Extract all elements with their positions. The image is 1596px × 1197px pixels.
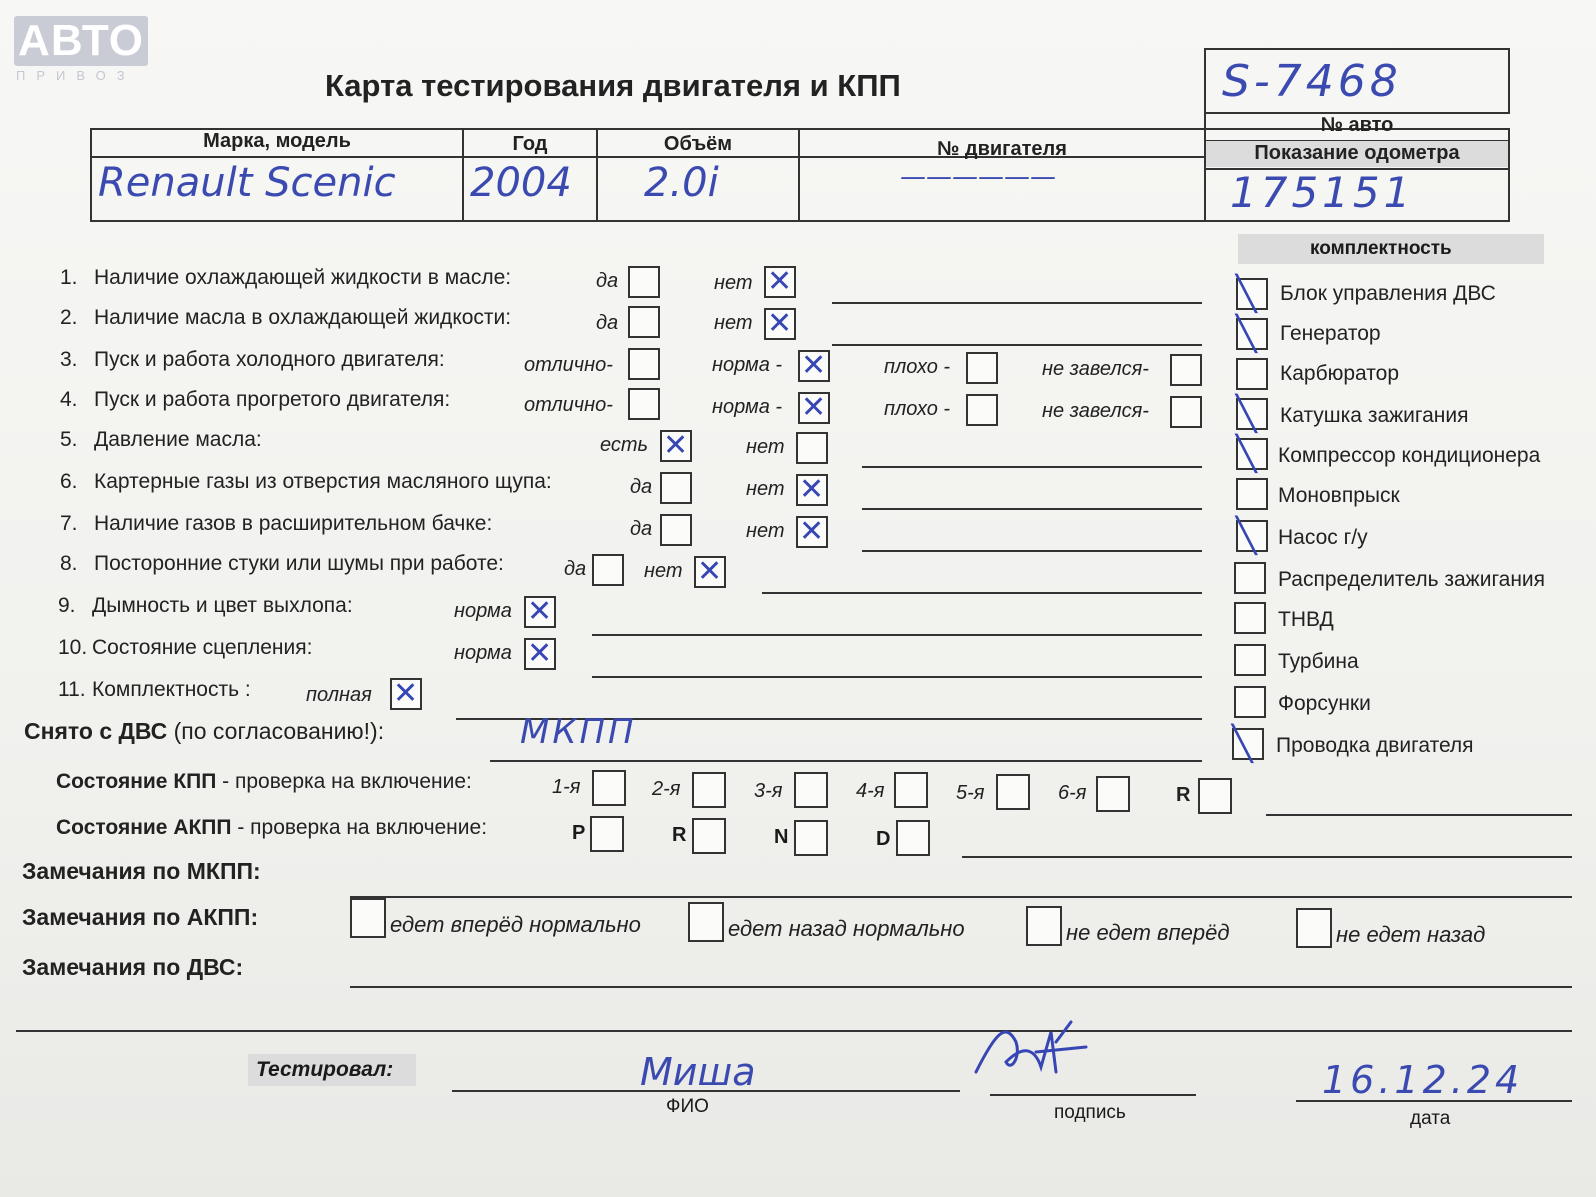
q2-text: Наличие масла в охлаждающей жидкости:: [94, 306, 512, 329]
akpp-n-label: N: [774, 826, 789, 848]
year-value: 2004: [470, 160, 572, 206]
kpp-label-bold: Состояние КПП: [56, 770, 217, 793]
q10-number: 10.: [58, 636, 88, 659]
remarks-dvs-label: Замечания по ДВС:: [22, 954, 244, 980]
akpp-no-forward-checkbox[interactable]: [1026, 906, 1062, 946]
q10-text: Состояние сцепления:: [92, 636, 313, 659]
q1-number: 1.: [60, 266, 78, 289]
compl-carburetor-label: Карбюратор: [1280, 362, 1400, 385]
q3-opt-nostart-label: не завелся-: [1042, 358, 1149, 380]
compl-monoinjection-label: Моновпрыск: [1278, 484, 1400, 507]
compl-ignition-coil-checkbox[interactable]: [1236, 398, 1268, 430]
q4-opt-normal-label: норма -: [712, 396, 783, 418]
signature-mark: [966, 1012, 1096, 1097]
q4-opt-excellent-label: отлично-: [524, 394, 613, 416]
akpp-n-checkbox[interactable]: [794, 820, 828, 856]
kpp-gear1-label: 1-я: [552, 776, 581, 798]
q8-text: Посторонние стуки или шумы при работе:: [94, 552, 504, 575]
q4-number: 4.: [60, 388, 78, 411]
q6-text: Картерные газы из отверстия масляного щупа:: [94, 470, 552, 493]
q7-opt-no-label: нет: [746, 520, 785, 542]
signature-label: подпись: [1054, 1102, 1126, 1123]
q2-opt-yes-label: да: [596, 312, 619, 334]
tested-by-label: Тестировал:: [256, 1058, 394, 1081]
compl-wiring-label: Проводка двигателя: [1276, 734, 1474, 757]
compl-ps-pump-label: Насос г/у: [1278, 526, 1368, 549]
kpp-gear3-label: 3-я: [754, 780, 783, 802]
kpp-gear2-checkbox[interactable]: [692, 772, 726, 808]
completeness-title: комплектность: [1310, 238, 1452, 259]
q3-excellent-checkbox[interactable]: [628, 348, 660, 380]
kpp-gear1-checkbox[interactable]: [592, 770, 626, 806]
kpp-reverse-label: R: [1176, 784, 1191, 806]
akpp-no-reverse-checkbox[interactable]: [1296, 908, 1332, 948]
kpp-reverse-checkbox[interactable]: [1198, 778, 1232, 814]
q3-text: Пуск и работа холодного двигателя:: [94, 348, 445, 371]
fio-label: ФИО: [666, 1096, 709, 1117]
akpp-r-label: R: [672, 824, 687, 846]
q1-text: Наличие охлаждающей жидкости в масле:: [94, 266, 512, 289]
q5-opt-absent-label: нет: [746, 436, 785, 458]
year-header: Год: [512, 133, 548, 155]
q7-text: Наличие газов в расширительном бачке:: [94, 512, 493, 535]
kpp-gear4-label: 4-я: [856, 780, 885, 802]
q8-yes-checkbox[interactable]: [592, 554, 624, 586]
akpp-forward-ok-label: едет вперёд нормально: [390, 912, 641, 937]
compl-turbo-checkbox[interactable]: [1234, 644, 1266, 676]
akpp-forward-ok-checkbox[interactable]: [350, 898, 386, 938]
q9-opt-normal-label: норма: [454, 600, 512, 622]
fio-value: Миша: [640, 1050, 756, 1094]
kpp-gear4-checkbox[interactable]: [894, 772, 928, 808]
akpp-reverse-ok-label: едет назад нормально: [728, 916, 965, 941]
kpp-gear5-label: 5-я: [956, 782, 985, 804]
odometer-header: Показание одометра: [1254, 142, 1460, 164]
compl-injectors-label: Форсунки: [1278, 692, 1371, 715]
compl-injectors-checkbox[interactable]: [1234, 686, 1266, 718]
akpp-r-checkbox[interactable]: [692, 818, 726, 854]
compl-generator-checkbox[interactable]: [1236, 318, 1268, 350]
akpp-reverse-ok-checkbox[interactable]: [688, 902, 724, 942]
akpp-p-label: P: [572, 822, 586, 844]
id-value: S-7468: [1222, 56, 1402, 107]
q6-no-checkbox[interactable]: [796, 474, 828, 506]
compl-monoinjection-checkbox[interactable]: [1236, 478, 1268, 510]
compl-ignition-coil-label: Катушка зажигания: [1280, 404, 1469, 427]
q11-full-checkbox[interactable]: [390, 678, 422, 710]
akpp-d-checkbox[interactable]: [896, 820, 930, 856]
q3-nostart-checkbox[interactable]: [1170, 354, 1202, 386]
compl-ac-compressor-label: Компрессор кондиционера: [1278, 444, 1541, 467]
compl-injection-pump-label: ТНВД: [1278, 608, 1334, 631]
kpp-gear3-checkbox[interactable]: [794, 772, 828, 808]
akpp-no-forward-label: не едет вперёд: [1066, 920, 1230, 945]
akpp-label-bold: Состояние АКПП: [56, 816, 232, 839]
odometer-value: 175151: [1230, 168, 1415, 217]
q2-number: 2.: [60, 306, 78, 329]
compl-turbo-label: Турбина: [1278, 650, 1359, 673]
car-no-header: № авто: [1320, 114, 1394, 136]
q9-normal-checkbox[interactable]: [524, 596, 556, 628]
q8-opt-yes-label: да: [564, 558, 587, 580]
page-title: Карта тестирования двигателя и КПП: [325, 68, 901, 103]
q5-absent-checkbox[interactable]: [796, 432, 828, 464]
q10-opt-normal-label: норма: [454, 642, 512, 664]
q4-opt-bad-label: плохо -: [884, 398, 951, 420]
compl-generator-label: Генератор: [1280, 322, 1381, 345]
engine-no-value: ——————: [900, 162, 1056, 192]
q4-text: Пуск и работа прогретого двигателя:: [94, 388, 451, 411]
date-label: дата: [1410, 1108, 1451, 1129]
q5-opt-present-label: есть: [600, 434, 649, 456]
removed-label-bold: Снято с ДВС: [24, 718, 168, 744]
q5-present-checkbox[interactable]: [660, 430, 692, 462]
make-model-value: Renault Scenic: [98, 160, 396, 206]
q4-opt-nostart-label: не завелся-: [1042, 400, 1149, 422]
q8-no-checkbox[interactable]: [694, 556, 726, 588]
q4-nostart-checkbox[interactable]: [1170, 396, 1202, 428]
kpp-gear6-checkbox[interactable]: [1096, 776, 1130, 812]
akpp-p-checkbox[interactable]: [590, 816, 624, 852]
q7-opt-yes-label: да: [630, 518, 653, 540]
q7-no-checkbox[interactable]: [796, 516, 828, 548]
akpp-d-label: D: [876, 828, 891, 850]
kpp-label-rest: - проверка на включение:: [216, 770, 472, 793]
q9-number: 9.: [58, 594, 76, 617]
q3-opt-normal-label: норма -: [712, 354, 783, 376]
remarks-akpp-label: Замечания по АКПП:: [22, 904, 259, 930]
compl-wiring-checkbox[interactable]: [1232, 728, 1264, 760]
logo: АВТО: [14, 16, 148, 66]
logo-subtitle: ПРИВОЗ: [16, 68, 136, 83]
compl-ecu-checkbox[interactable]: [1236, 278, 1268, 310]
compl-ecu-label: Блок управления ДВС: [1280, 282, 1496, 305]
q7-yes-checkbox[interactable]: [660, 514, 692, 546]
q8-number: 8.: [60, 552, 78, 575]
q8-opt-no-label: нет: [644, 560, 683, 582]
q2-opt-no-label: нет: [714, 312, 753, 334]
q3-bad-checkbox[interactable]: [966, 352, 998, 384]
q3-opt-bad-label: плохо -: [884, 356, 951, 378]
q10-normal-checkbox[interactable]: [524, 638, 556, 670]
q11-number: 11.: [58, 678, 86, 701]
compl-ac-compressor-checkbox[interactable]: [1236, 438, 1268, 470]
q5-text: Давление масла:: [94, 428, 262, 451]
q3-normal-checkbox[interactable]: [798, 350, 830, 382]
kpp-gear5-checkbox[interactable]: [996, 774, 1030, 810]
date-value: 16.12.24: [1322, 1058, 1524, 1102]
kpp-gear6-label: 6-я: [1058, 782, 1087, 804]
q7-number: 7.: [60, 512, 78, 535]
volume-value: 2.0i: [644, 160, 719, 206]
compl-injection-pump-checkbox[interactable]: [1234, 602, 1266, 634]
q6-number: 6.: [60, 470, 78, 493]
compl-distributor-checkbox[interactable]: [1234, 562, 1266, 594]
q2-yes-checkbox[interactable]: [628, 306, 660, 338]
q3-opt-excellent-label: отлично-: [524, 354, 613, 376]
compl-carburetor-checkbox[interactable]: [1236, 358, 1268, 390]
removed-label: [24, 718, 384, 745]
q11-opt-full-label: полная: [306, 684, 372, 706]
q11-text: Комплектность :: [92, 678, 251, 701]
q2-no-checkbox[interactable]: [764, 308, 796, 340]
q5-number: 5.: [60, 428, 78, 451]
q6-opt-no-label: нет: [746, 478, 785, 500]
compl-distributor-label: Распределитель зажигания: [1278, 568, 1546, 591]
volume-header: Объём: [663, 133, 733, 155]
kpp-label: [56, 770, 472, 794]
akpp-label: [56, 816, 487, 840]
q6-yes-checkbox[interactable]: [660, 472, 692, 504]
akpp-label-rest: - проверка на включение:: [231, 816, 488, 839]
q3-number: 3.: [60, 348, 78, 371]
q1-no-checkbox[interactable]: [764, 266, 796, 298]
q9-text: Дымность и цвет выхлопа:: [92, 594, 353, 617]
make-model-header: Марка, модель: [203, 130, 351, 152]
removed-value: МКПП: [520, 712, 637, 752]
kpp-gear2-label: 2-я: [652, 778, 681, 800]
compl-ps-pump-checkbox[interactable]: [1236, 520, 1268, 552]
akpp-no-reverse-label: не едет назад: [1336, 922, 1486, 947]
q4-bad-checkbox[interactable]: [966, 394, 998, 426]
q6-opt-yes-label: да: [630, 476, 653, 498]
q1-opt-no-label: нет: [714, 272, 753, 294]
remarks-mkpp-label: Замечания по МКПП:: [22, 858, 261, 884]
q1-opt-yes-label: да: [596, 270, 619, 292]
q1-yes-checkbox[interactable]: [628, 266, 660, 298]
q4-normal-checkbox[interactable]: [798, 392, 830, 424]
q4-excellent-checkbox[interactable]: [628, 388, 660, 420]
removed-label-normal: (по согласованию!):: [167, 718, 385, 744]
engine-no-header: № двигателя: [937, 138, 1067, 160]
